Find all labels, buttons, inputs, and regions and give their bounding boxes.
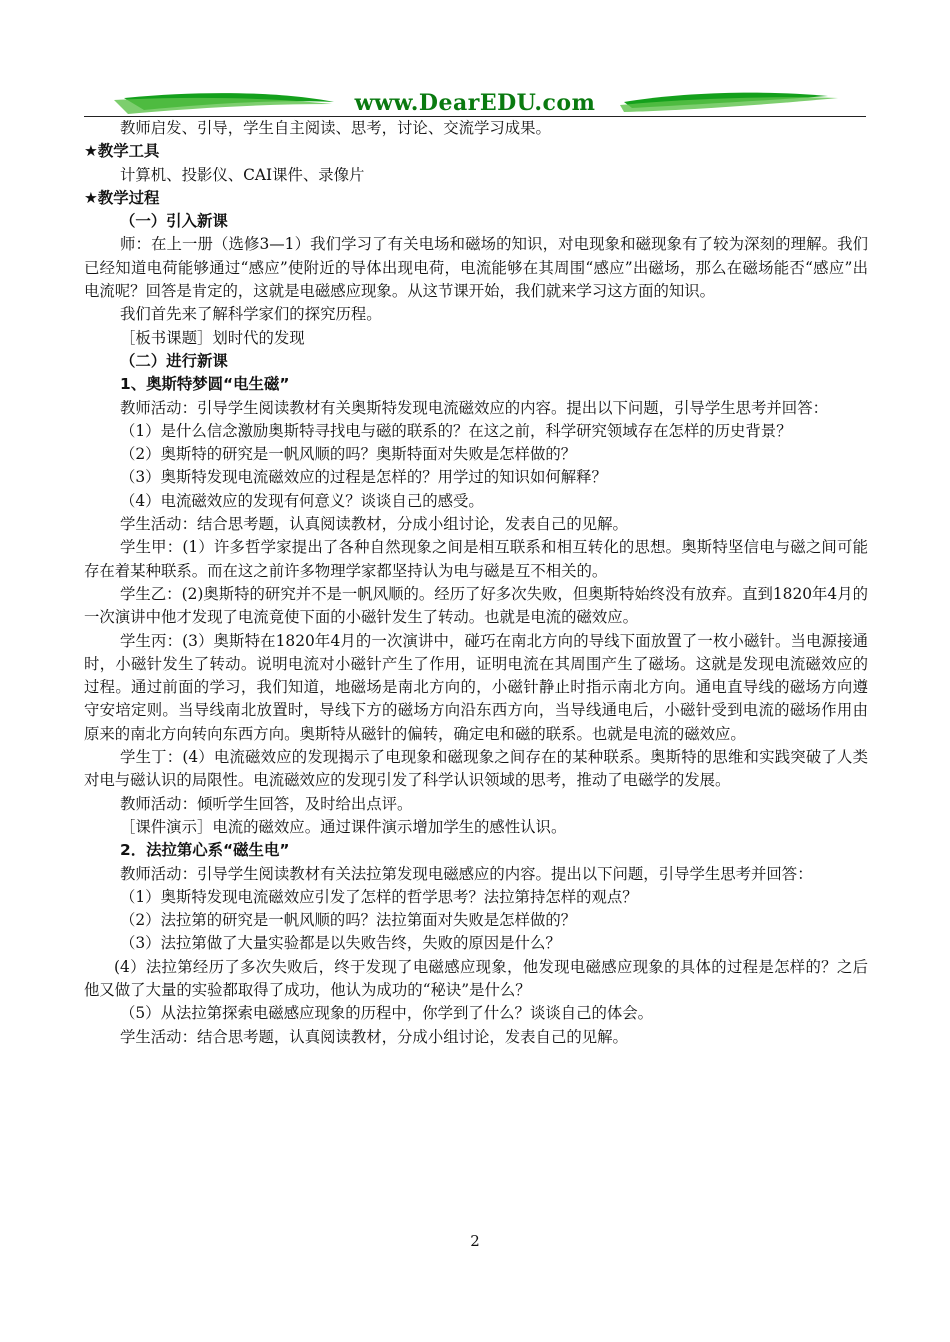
page-number: 2 (470, 1232, 480, 1250)
paragraph: 学生丙：(3）奥斯特在1820年4月的一次演讲中，碰巧在南北方向的导线下面放置了一枚小磁针。当电源接通时，小磁针发生了转动。说明电流对小磁针产生了作用，证明电流在其周围产生了磁场。这就是发现电流磁效应的过程。通过前面的学习，我们知道，地磁场是南北方向的，小磁针静止时指示南北方向。通电直导线的磁场方向遵守安培定则。当导线南北放置时，导线下方的磁场方向沿东西方向，当导线通电后，小磁针受到电流的磁场作用由原来的南北方向转向东西方向。奥斯特从磁针的偏转，确定电和磁的联系。也就是电流的磁效应。 (84, 631, 868, 743)
paragraph: 师：在上一册（选修3—1）我们学习了有关电场和磁场的知识，对电现象和磁现象有了较为深刻的理解。我们已经知道电荷能够通过“感应”使附近的导体出现电荷，电流能够在其周围“感应”出磁场，那么在磁场能否“感应”出电流呢？回答是肯定的，这就是电磁感应现象。从这节课开始，我们就来学习这方面的知识。 (84, 235, 868, 301)
paragraph: （2）法拉第的研究是一帆风顺的吗？法拉第面对失败是怎样做的？ (120, 911, 577, 930)
paragraph: （2）奥斯特的研究是一帆风顺的吗？奥斯特面对失败是怎样做的？ (120, 445, 577, 464)
section-heading: ★教学过程 (84, 188, 160, 207)
paragraph: （4）电流磁效应的发现有何意义？谈谈自己的感受。 (120, 491, 484, 510)
paragraph: 教师活动：引导学生阅读教材有关法拉第发现电磁感应的内容。提出以下问题，引导学生思考并回答： (120, 864, 813, 883)
paragraph: ［课件演示］电流的磁效应。通过课件演示增加学生的感性认识。 (120, 817, 567, 836)
paragraph: ［板书课题］划时代的发现 (120, 328, 305, 347)
paragraph: 计算机、投影仪、CAI课件、录像片 (120, 165, 365, 184)
paragraph: （1）奥斯特发现电流磁效应引发了怎样的哲学思考？法拉第持怎样的观点？ (120, 887, 638, 906)
section-heading: （二）进行新课 (120, 351, 228, 370)
section-heading: 2．法拉第心系“磁生电” (120, 841, 290, 860)
paragraph: 我们首先来了解科学家们的探究历程。 (120, 305, 382, 324)
section-heading: ★教学工具 (84, 142, 160, 161)
paragraph: （3）奥斯特发现电流磁效应的过程是怎样的？用学过的知识如何解释？ (120, 468, 607, 487)
paragraph: 学生活动：结合思考题，认真阅读教材，分成小组讨论，发表自己的见解。 (120, 515, 628, 534)
paragraph: 学生甲：(1）许多哲学家提出了各种自然现象之间是相互联系和相互转化的思想。奥斯特坚信电与磁之间可能存在着某种联系。而在这之前许多物理学家都坚持认为电与磁是互不相关的。 (84, 538, 868, 580)
paragraph: （1）是什么信念激励奥斯特寻找电与磁的联系的？在这之前，科学研究领域存在怎样的历史背景？ (120, 421, 792, 440)
section-heading: 1、奥斯特梦圆“电生磁” (120, 375, 290, 394)
paragraph: 学生乙：(2)奥斯特的研究并不是一帆风顺的。经历了好多次失败，但奥斯特始终没有放弃。直到1820年4月的一次演讲中他才发现了电流竟使下面的小磁针发生了转动。也就是电流的磁效应。 (84, 584, 868, 627)
paragraph: (4）法拉第经历了多次失败后，终于发现了电磁感应现象，他发现电磁感应现象的具体的过程是怎样的？之后他又做了大量的实验都取得了成功，他认为成功的“秘诀”是什么？ (84, 957, 868, 999)
document-body (84, 117, 868, 1049)
site-logo-text: www.DearEDU.com (354, 90, 596, 116)
paragraph: 教师活动：倾听学生回答，及时给出点评。 (120, 794, 413, 813)
paragraph: 教师启发、引导，学生自主阅读、思考，讨论、交流学习成果。 (120, 119, 551, 137)
paragraph: 学生活动：结合思考题，认真阅读教材，分成小组讨论，发表自己的见解。 (120, 1027, 628, 1046)
paragraph: 学生丁：(4）电流磁效应的发现揭示了电现象和磁现象之间存在的某种联系。奥斯特的思维和实践突破了人类对电与磁认识的局限性。电流磁效应的发现引发了科学认识领域的思考，推动了电磁学的发展。 (84, 748, 868, 790)
paragraph: 教师活动：引导学生阅读教材有关奥斯特发现电流磁效应的内容。提出以下问题，引导学生思考并回答： (120, 398, 828, 417)
paragraph: （3）法拉第做了大量实验都是以失败告终，失败的原因是什么？ (120, 934, 561, 953)
section-heading: （一）引入新课 (120, 212, 228, 231)
paragraph: （5）从法拉第探索电磁感应现象的历程中，你学到了什么？谈谈自己的体会。 (120, 1004, 654, 1023)
